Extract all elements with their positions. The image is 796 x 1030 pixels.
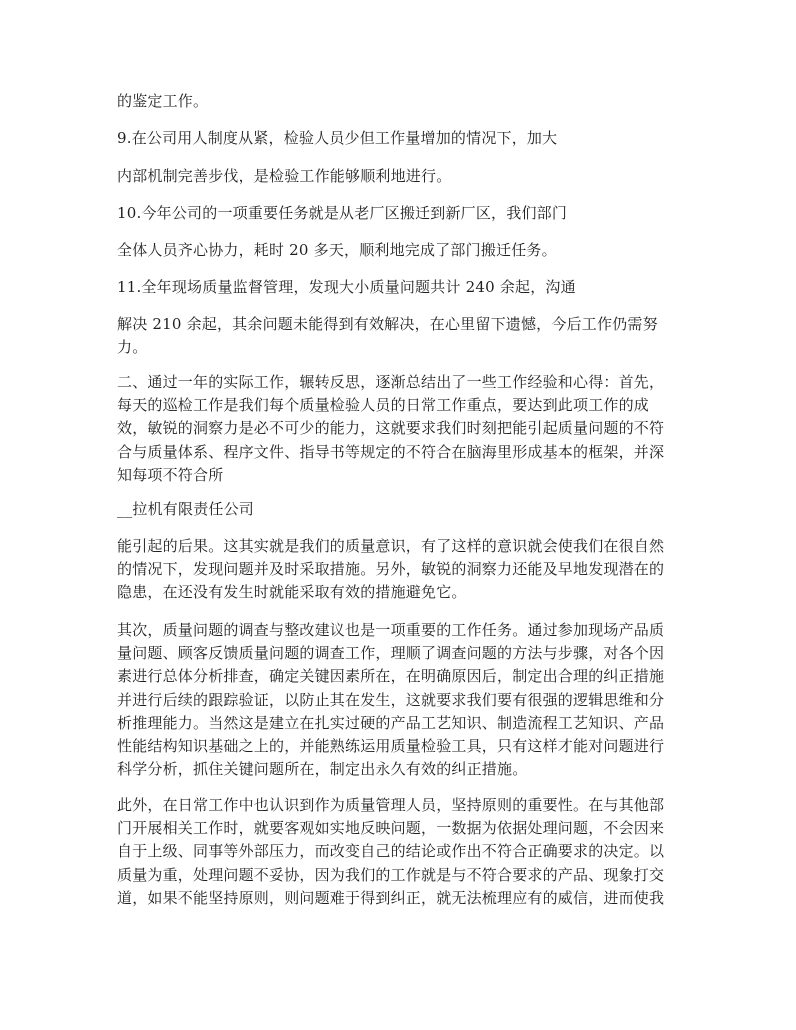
paragraph-item-9-continued <box>117 165 687 188</box>
text-line: 10.今年公司的一项重要任务就是从老厂区搬迁到新厂区，我们部门 <box>117 204 568 222</box>
text-line: 自于上级、同事等外部压力，而改变自己的结论或作出不符合正确要求的决定。以 <box>117 842 665 861</box>
paragraph-investigation <box>117 619 687 781</box>
text-line: 质量为重，处理问题不妥协，因为我们的工作就是与不符合要求的产品、现象打交 <box>117 865 665 884</box>
text-line: 素进行总体分析排查，确定关键因素所在，在明确原因后，制定出合理的纠正措施 <box>117 667 665 686</box>
text-line: 隐患，在还没有发生时就能采取有效的措施避免它。 <box>117 583 467 602</box>
text-line: 门开展相关工作时，就要客观如实地反映问题，一数据为依据处理问题，不会因来 <box>117 819 665 838</box>
paragraph-principles <box>117 794 687 910</box>
paragraph-section-two <box>117 371 687 487</box>
paragraph-consequences <box>117 535 687 605</box>
text-line: 析推理能力。当然这是建立在扎实过硬的产品工艺知识、制造流程工艺知识、产品 <box>117 713 665 732</box>
text-line: 科学分析，抓住关键问题所在，制定出永久有效的纠正措施。 <box>117 760 528 779</box>
company-name-line <box>117 498 687 521</box>
text-line: 道，如果不能坚持原则，则问题难于得到纠正，就无法梳理应有的威信，进而使我 <box>117 888 665 907</box>
text-line: 能引起的后果。这其实就是我们的质量意识，有了这样的意识就会使我们在很自然 <box>117 537 665 555</box>
paragraph-item-10-continued <box>117 239 687 262</box>
text-line: 全体人员齐心协力，耗时 20 多天，顺利地完成了部门搬迁任务。 <box>117 241 557 259</box>
text-line: __拉机有限责任公司 <box>117 500 255 518</box>
text-line: 11.全年现场质量监督管理，发现大小质量问题共计 240 余起，沟通 <box>117 278 576 296</box>
text-line: 二、通过一年的实际工作，辗转反思，逐渐总结出了一些工作经验和心得：首先， <box>117 373 665 391</box>
text-line: 合与质量体系、程序文件、指导书等规定的不符合在脑海里形成基本的框架，并深 <box>117 442 665 461</box>
text-line: 效，敏锐的洞察力是必不可少的能力，这就要求我们时刻把能引起质量问题的不符 <box>117 419 665 438</box>
paragraph-item-11-continued <box>117 313 687 359</box>
text-line: 的鉴定工作。 <box>117 92 209 110</box>
text-line: 量问题、顾客反馈质量问题的调查工作，理顺了调查问题的方法与步骤，对各个因 <box>117 644 665 663</box>
paragraph-item-11 <box>117 276 687 299</box>
paragraph-item-9 <box>117 127 687 150</box>
text-line: 此外，在日常工作中也认识到作为质量管理人员，坚持原则的重要性。在与其他部 <box>117 796 665 814</box>
text-line: 9.在公司用人制度从紧，检验人员少但工作量增加的情况下，加大 <box>117 129 558 147</box>
text-line: 知每项不符合所 <box>117 465 224 484</box>
text-line: 每天的巡检工作是我们每个质量检验人员的日常工作重点，要达到此项工作的成 <box>117 396 650 415</box>
text-line: 其次，质量问题的调查与整改建议也是一项重要的工作任务。通过参加现场产品质 <box>117 621 665 639</box>
paragraph-item-10 <box>117 202 687 225</box>
paragraph-appraisal-ending <box>117 90 687 113</box>
text-line: 的情况下，发现问题并及时采取措施。另外，敏锐的洞察力还能及早地发现潜在的 <box>117 560 665 579</box>
text-line: 解决 210 余起，其余问题未能得到有效解决，在心里留下遗憾，今后工作仍需努 <box>117 315 658 333</box>
text-line: 力。 <box>117 338 148 357</box>
text-line: 内部机制完善步伐，是检验工作能够顺利地进行。 <box>117 167 452 185</box>
text-line: 并进行后续的跟踪验证，以防止其在发生，这就要求我们要有很强的逻辑思维和分 <box>117 690 665 709</box>
text-line: 性能结构知识基础之上的，并能熟练运用质量检验工具，只有这样才能对问题进行 <box>117 737 665 756</box>
